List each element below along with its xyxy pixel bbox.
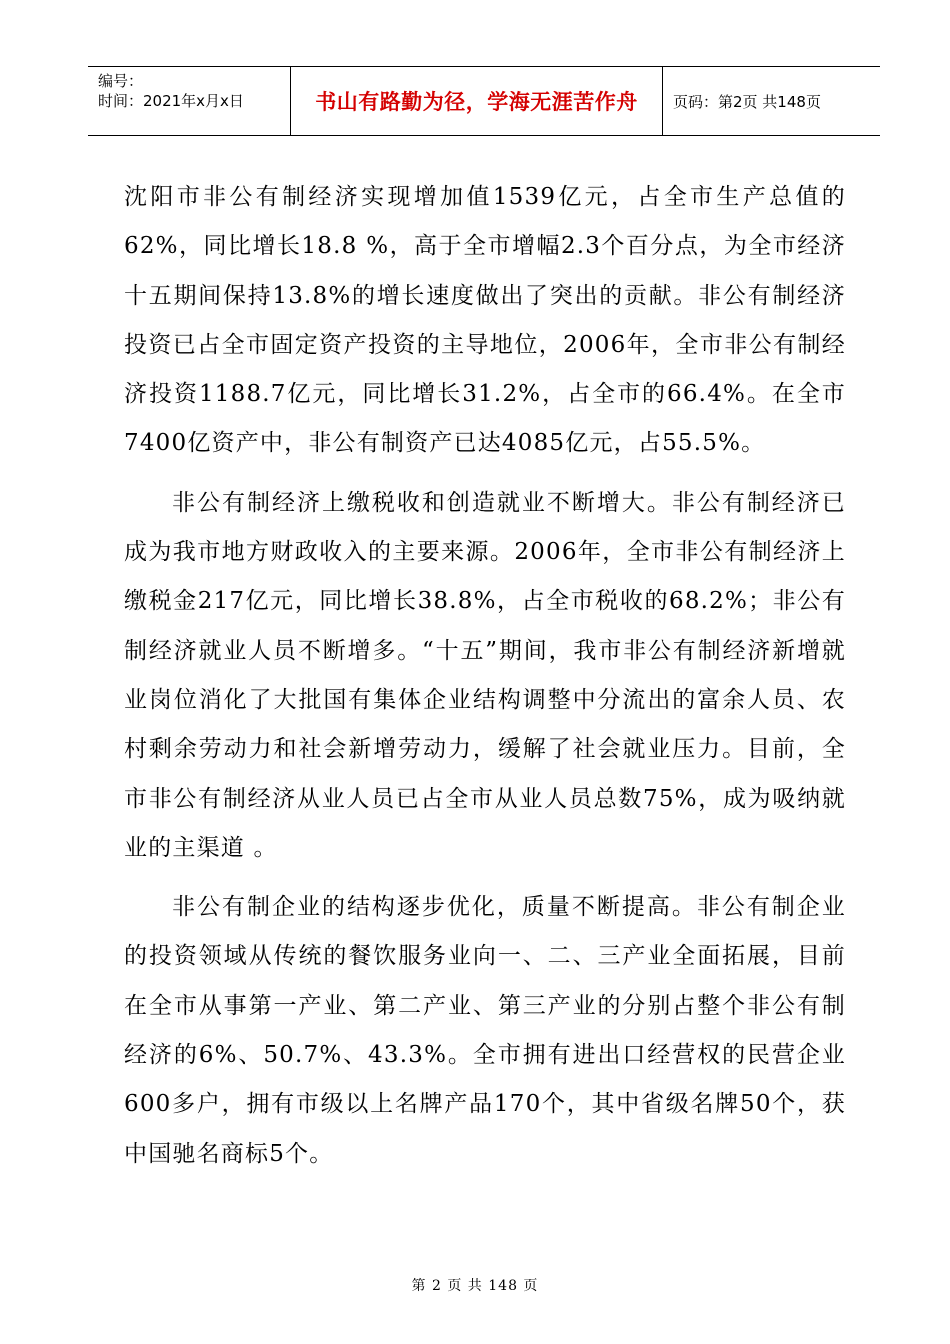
header-meta (88, 67, 290, 135)
page-footer: 第 2 页 共 148 页 (411, 1278, 539, 1294)
paragraph: 沈阳市非公有制经济实现增加值1539亿元，占全市生产总值的62%，同比增长18.8 %，高于全市增幅2.3个百分点，为全市经济十五期间保持13.8%的增长速度做出了突出的贡献。非公有制经济投资已占全市固定资产投资的主导地位，2006年，全市非公有制经济投资1188.7亿元，同比增长31.2%，占全市的66.4%。在全市7400亿资产中，非公有制资产已达4085亿元，占55.5%。 (124, 184, 846, 457)
document-body (124, 173, 846, 1179)
document-number-label: 编号： (98, 72, 144, 90)
document-time-label: 时间：2021年x月x日 (98, 92, 244, 110)
header-page-number: 页码：第2页 共148页 (673, 92, 821, 111)
page-header (88, 66, 880, 136)
paragraph: 非公有制经济上缴税收和创造就业不断增大。非公有制经济已成为我市地方财政收入的主要来源。2006年，全市非公有制经济上缴税金217亿元，同比增长38.8%，占全市税收的68.2%；非公有制经济就业人员不断增多。“十五”期间，我市非公有制经济新增就业岗位消化了大批国有集体企业结构调整中分流出的富余人员、农村剩余劳动力和社会新增劳动力，缓解了社会就业压力。目前，全市非公有制经济从业人员已占全市从业人员总数75%，成为吸纳就业的主渠道 。 (124, 489, 846, 861)
paragraph: 非公有制企业的结构逐步优化，质量不断提高。非公有制企业的投资领域从传统的餐饮服务业向一、二、三产业全面拓展，目前在全市从事第一产业、第二产业、第三产业的分别占整个非公有制经济的6%、50.7%、43.3%。全市拥有进出口经营权的民营企业600多户，拥有市级以上名牌产品170个，其中省级名牌50个，获中国驰名商标5个。 (124, 894, 846, 1167)
header-motto: 书山有路勤为径，学海无涯苦作舟 (315, 90, 638, 114)
